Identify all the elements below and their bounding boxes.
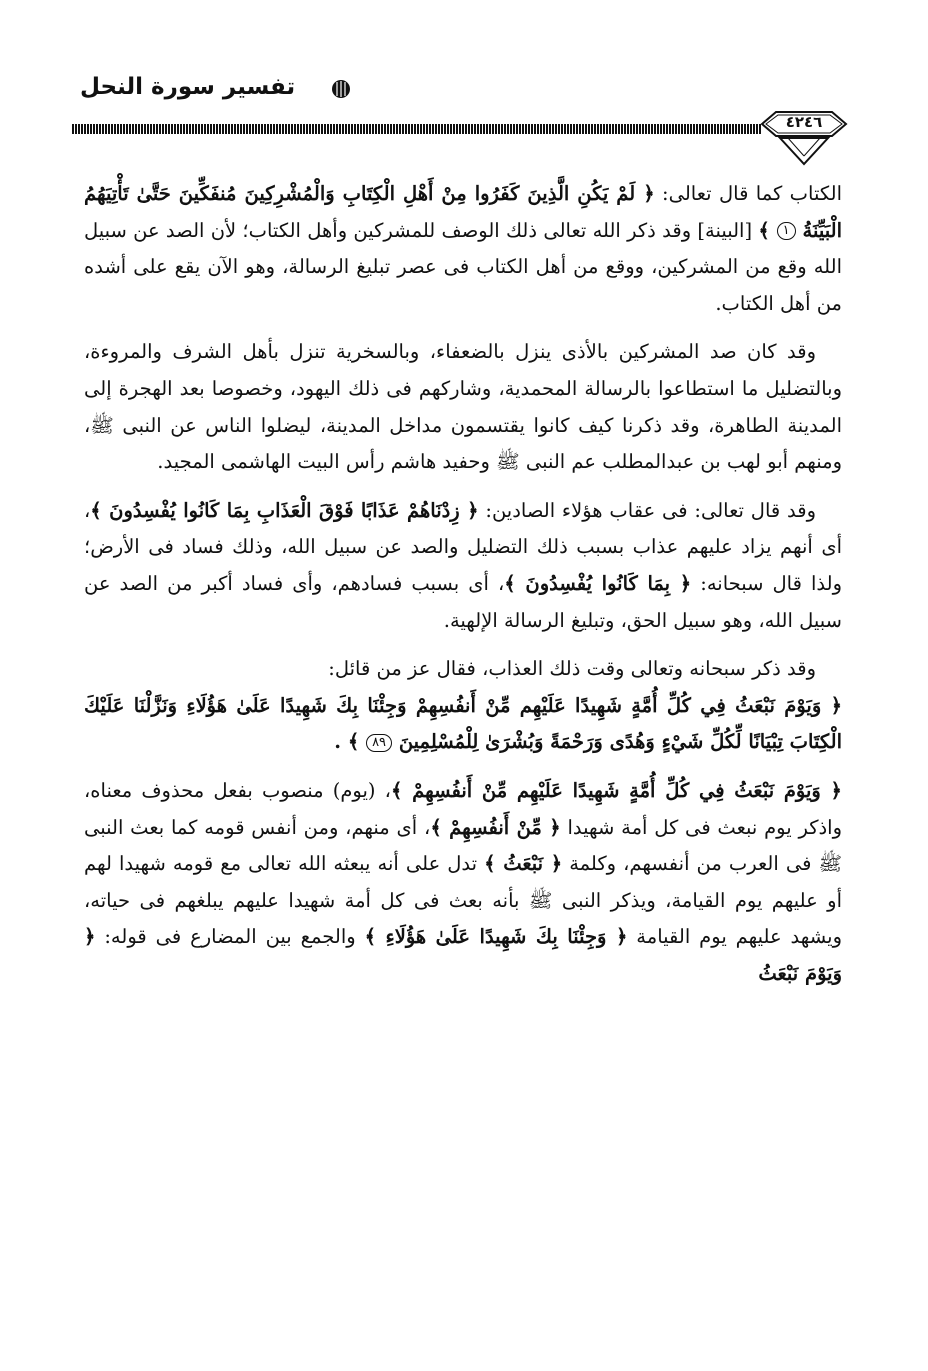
quran-quote: ﴿ زِدْنَاهُمْ عَذَابًا فَوْقَ الْعَذَابِ بِمَا كَانُوا يُفْسِدُونَ ﴾ (90, 498, 479, 522)
quran-quote: ﴿ مِّنْ أَنفُسِهِمْ ﴾ (430, 815, 561, 839)
paragraph-2: وقد كان صد المشركين بالأذى ينزل بالضعفاء، وبالسخرية تنزل بأهل الشرف والمروءة، وبالتضليل ما استطاعوا بالرسالة المحمدية، وشاركهم فى ذلك اليهود، وخصوصا بعد الهجرة إلى المدينة الطاهرة، وقد ذكرنا كيف كانوا يقتسمون مداخل المدينة، ليضلوا الناس عن النبى ﷺ، ومنهم أبو لهب بن عبدالمطلب عم النبى ﷺ وحفيد هاشم رأس البيت الهاشمى المجيد. (84, 340, 842, 474)
header-divider-rule (72, 124, 762, 134)
chapter-ornament-icon (330, 78, 352, 100)
quran-quote: ﴿ وَيَوْمَ نَبْعَثُ (84, 925, 842, 985)
body-text (84, 176, 842, 992)
paragraph-6 (84, 773, 842, 993)
quran-quote-close: ﴾ (758, 218, 777, 242)
text-segment: ، أى بسبب فسادهم، وأى فساد أكبر من الصد عن سبيل الله، وهو سبيل الحق، وتبليغ الرسالة الإلهية. (84, 571, 842, 632)
quran-quote: ﴿ وَيَوْمَ نَبْعَثُ فِي كُلِّ أُمَّةٍ شَهِيدًا عَلَيْهِم مِّنْ أَنفُسِهِمْ ﴾ (390, 778, 842, 802)
verse-text: ﴿ وَيَوْمَ نَبْعَثُ فِي كُلِّ أُمَّةٍ شَهِيدًا عَلَيْهِم مِّنْ أَنفُسِهِمْ وَجِئْنَا بِكَ شَهِيدًا عَلَىٰ هَؤُلَاءِ وَنَزَّلْنَا عَلَيْكَ الْكِتَابَ تِبْيَانًا لِّكُلِّ شَيْءٍ وَهُدًى وَرَحْمَةً وَبُشْرَىٰ لِلْمُسْلِمِينَ (84, 693, 842, 754)
text-segment: ، أى منهم، ومن أنفس قومه كما بعث النبى ﷺ فى العرب من أنفسهم، وكلمة (84, 815, 842, 876)
text-segment: ، أى أنهم يزاد عليهم عذاب بسبب ذلك التضليل والصد عن سبيل الله، وذلك فساد فى الأرض؛ ولذا قال سبحانه: (84, 498, 843, 595)
text-segment: والجمع بين المضارع فى قوله: (95, 925, 365, 949)
quran-quote: ﴿ وَجِئْنَا بِكَ شَهِيدًا عَلَىٰ هَؤُلَاءِ ﴾ (364, 925, 628, 949)
verse-end: ﴾ . (334, 730, 367, 754)
paragraph-1 (84, 176, 842, 322)
text-segment: ، (يوم) منصوب بفعل محذوف معناه، واذكر يوم نبعث فى كل أمة شهيدا (84, 778, 843, 839)
verse-block (84, 688, 842, 761)
paragraph-3 (84, 493, 842, 639)
quran-quote-text: ﴿ لَمْ يَكُنِ الَّذِينَ كَفَرُوا مِنْ أَهْلِ الْكِتَابِ وَالْمُشْرِكِينَ مُنفَكِّينَ حَتَّىٰ تَأْتِيَهُمُ الْبَيِّنَةُ (84, 182, 842, 242)
verse-number: ٨٩ (366, 734, 392, 752)
text-segment: [البينة] وقد ذكر الله تعالى ذلك الوصف للمشركين وأهل الكتاب؛ لأن الصد عن سبيل الله وقع من المشركين، ووقع من أهل الكتاب فى عصر تبليغ الرسالة، وهو الآن يقع على أشده من أهل الكتاب. (84, 218, 842, 315)
paragraph-4: وقد ذكر سبحانه وتعالى وقت ذلك العذاب، فقال عز من قائل: (328, 657, 816, 681)
text-segment: وقد قال تعالى: فى عقاب هؤلاء الصادين: (478, 498, 816, 522)
page-number: ٤٢٤٦ (785, 113, 823, 131)
quran-quote: ﴿ بِمَا كَانُوا يُفْسِدُونَ ﴾ (504, 571, 692, 595)
running-header-title: تفسير سورة النحل (80, 74, 296, 100)
text-segment: الكتاب كما قال تعالى: (654, 182, 842, 205)
quran-quote: ﴿ نَبْعَثُ ﴾ (484, 852, 563, 876)
text-segment: تدل على أنه يبعثه الله تعالى مع قومه شهيدا لهم أو عليهم يوم القيامة، ويذكر النبى ﷺ بأنه بعث فى كل أمة شهيدا عليهم يبلغهم فى حياته، ويشهد عليهم يوم القيامة (84, 852, 842, 949)
verse-number: ١ (777, 222, 796, 240)
